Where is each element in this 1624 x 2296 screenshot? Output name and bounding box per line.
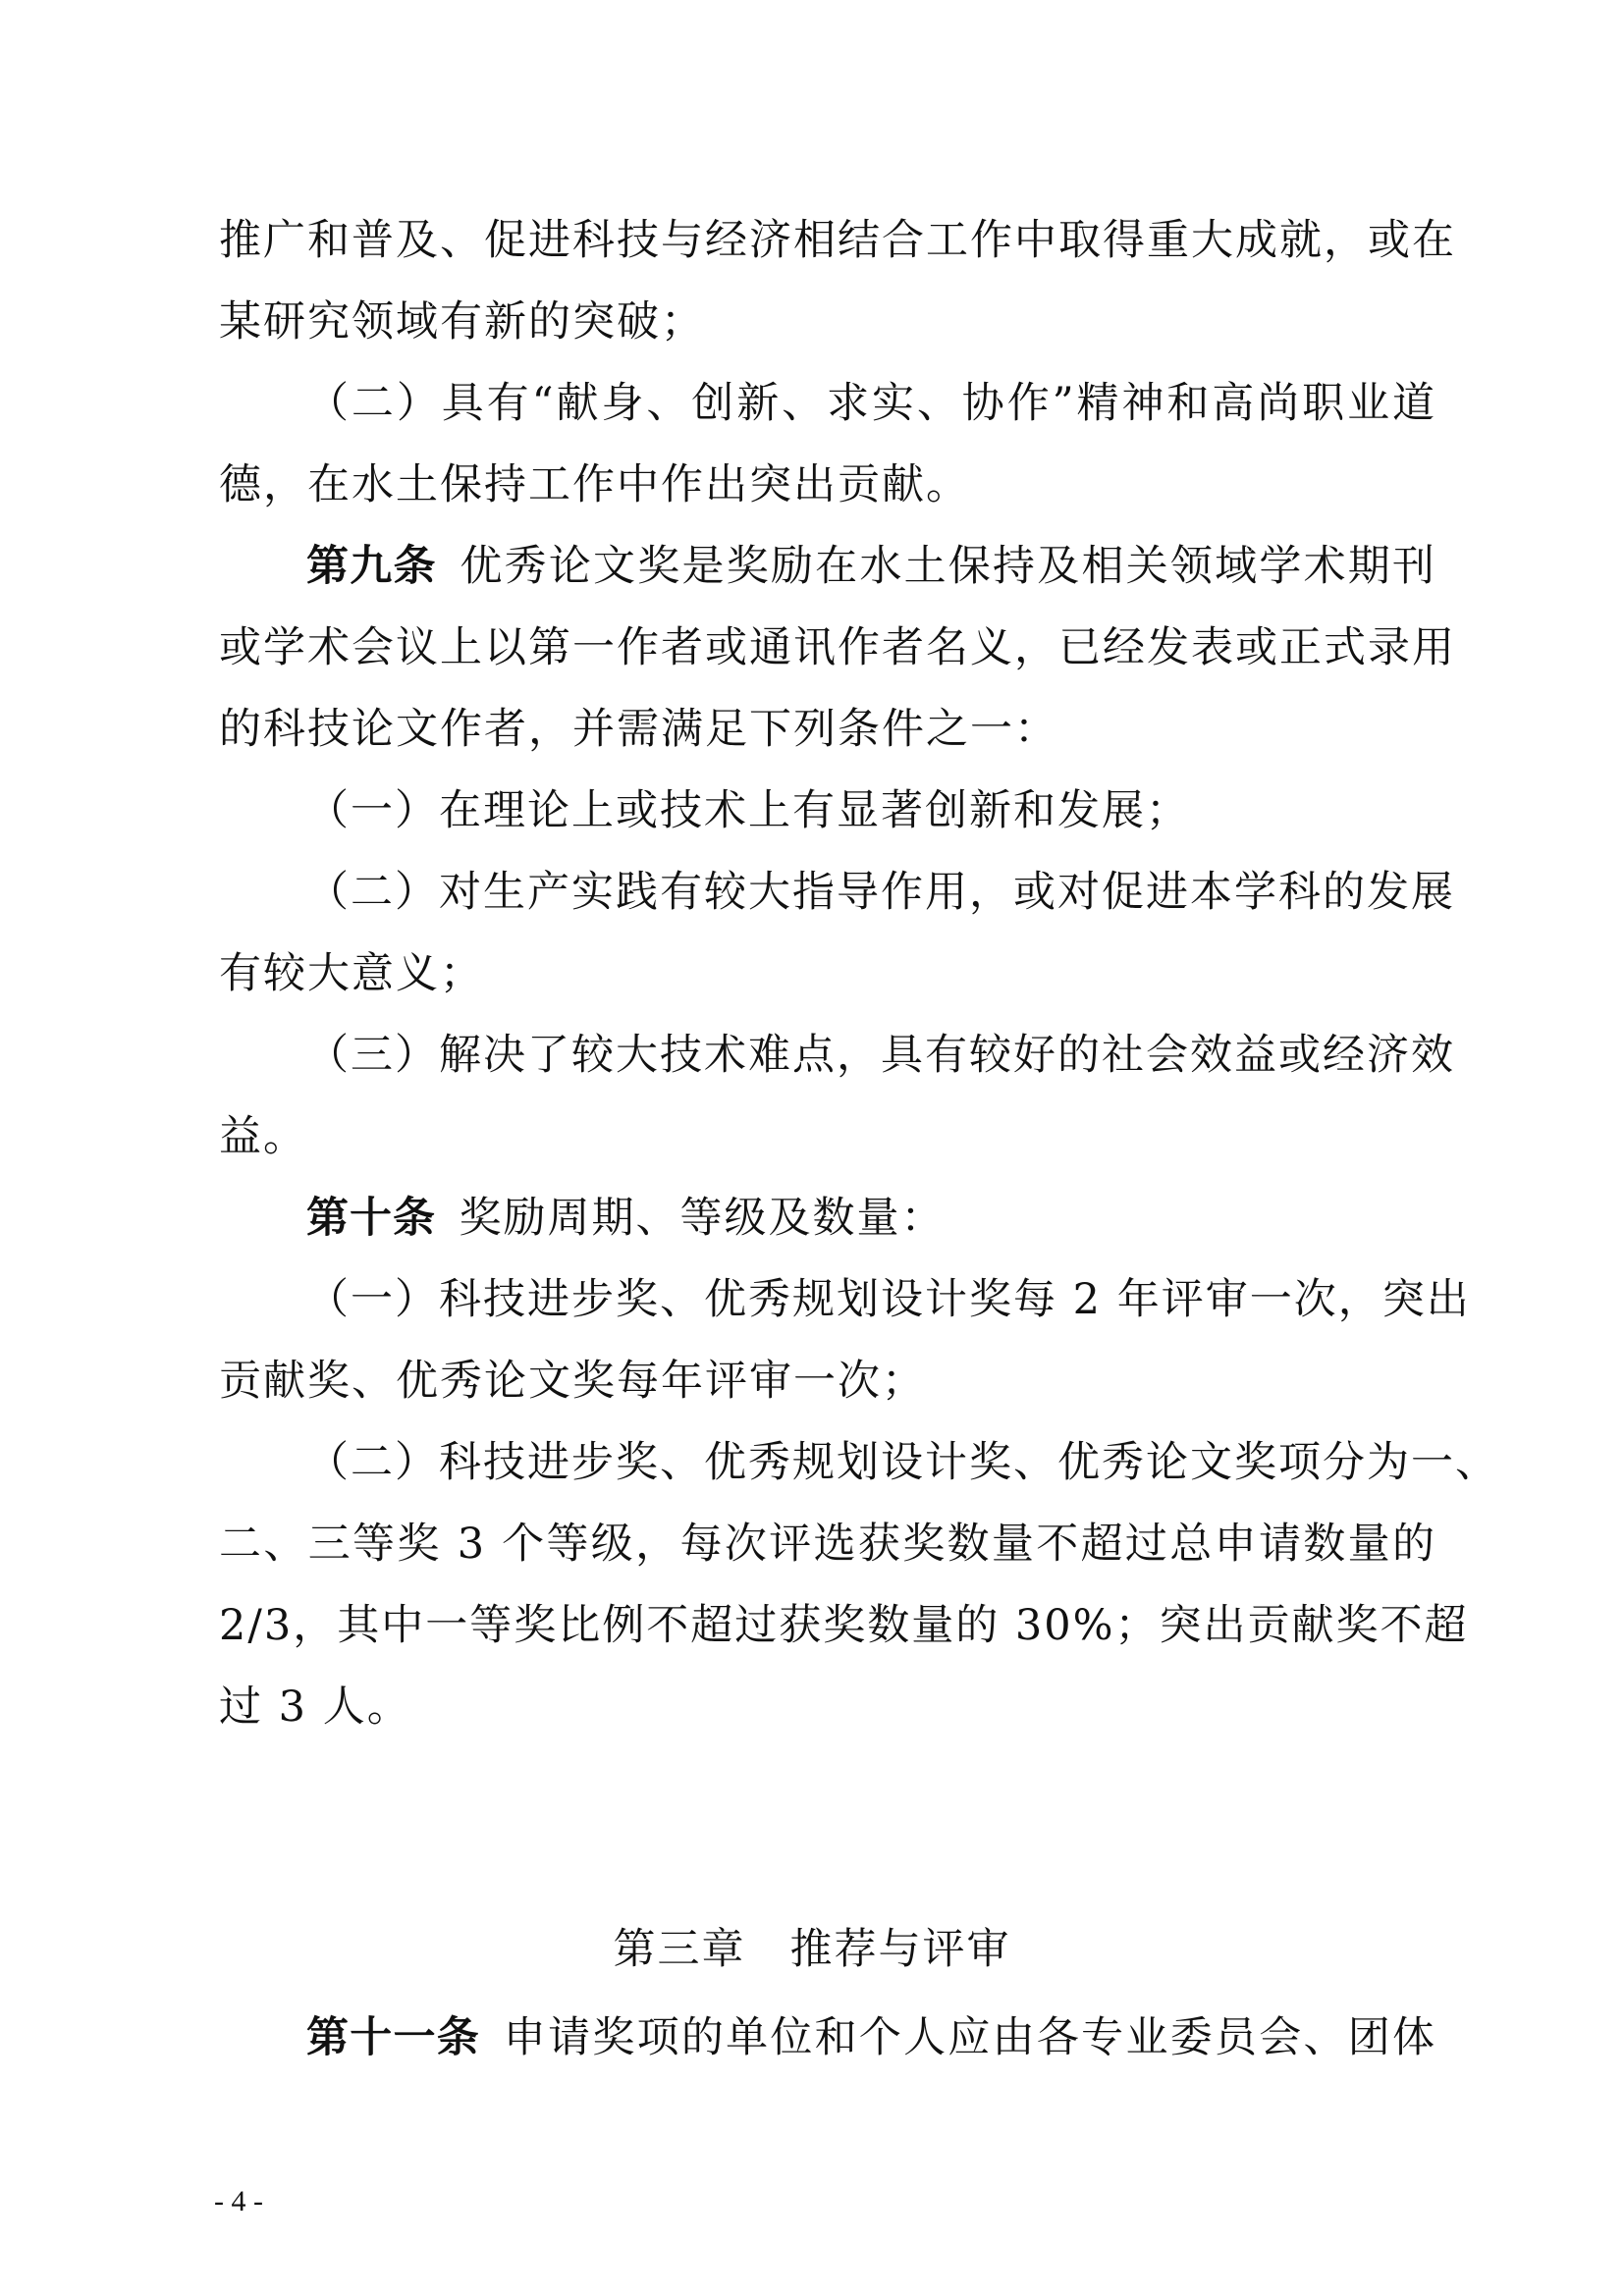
paragraph-line: （二）具有“献身、创新、求实、协作”精神和高尚职业道 — [306, 379, 1436, 428]
paragraph-line: 过 3 人。 — [219, 1682, 411, 1732]
paragraph-line: 或学术会议上以第一作者或通讯作者名义，已经发表或正式录用 — [219, 623, 1456, 672]
paragraph-line: 有较大意义； — [219, 949, 484, 998]
paragraph-line: （二）对生产实践有较大指导作用，或对促进本学科的发展 — [306, 868, 1455, 917]
article-label: 第九条 — [306, 542, 437, 591]
article-label: 第十一条 — [306, 2013, 481, 2062]
article-10-line: 第十条 奖励周期、等级及数量： — [306, 1194, 946, 1243]
article-9-line: 第九条 优秀论文奖是奖励在水土保持及相关领域学术期刊 — [306, 542, 1437, 591]
paragraph-line: 推广和普及、促进科技与经济相结合工作中取得重大成就，或在 — [219, 216, 1456, 265]
chapter-heading: 第三章 推荐与评审 — [613, 1925, 1011, 1974]
paragraph-line: （三）解决了较大技术难点，具有较好的社会效益或经济效 — [306, 1031, 1455, 1080]
paragraph-line: 贡献奖、优秀论文奖每年评审一次； — [219, 1357, 926, 1406]
paragraph-line: （二）科技进步奖、优秀规划设计奖、优秀论文奖项分为一、 — [306, 1438, 1499, 1487]
paragraph-line: 德，在水土保持工作中作出突出贡献。 — [219, 460, 970, 509]
article-label: 第十条 — [306, 1194, 436, 1243]
paragraph-line: （一）在理论上或技术上有显著创新和发展； — [306, 786, 1190, 835]
article-11-line: 第十一条 申请奖项的单位和个人应由各专业委员会、团体 — [306, 2013, 1437, 2062]
paragraph-line: （一）科技进步奖、优秀规划设计奖每 2 年评审一次，突出 — [306, 1275, 1471, 1324]
paragraph-line: 益。 — [219, 1112, 307, 1161]
page-number: - 4 - — [214, 2185, 263, 2217]
paragraph-line: 的科技论文作者，并需满足下列条件之一： — [219, 705, 1058, 754]
paragraph-line: 2/3，其中一等奖比例不超过获奖数量的 30%；突出贡献奖不超 — [219, 1601, 1469, 1650]
paragraph-line: 二、三等奖 3 个等级，每次评选获奖数量不超过总申请数量的 — [219, 1520, 1436, 1569]
paragraph-line: 某研究领域有新的突破； — [219, 297, 705, 347]
